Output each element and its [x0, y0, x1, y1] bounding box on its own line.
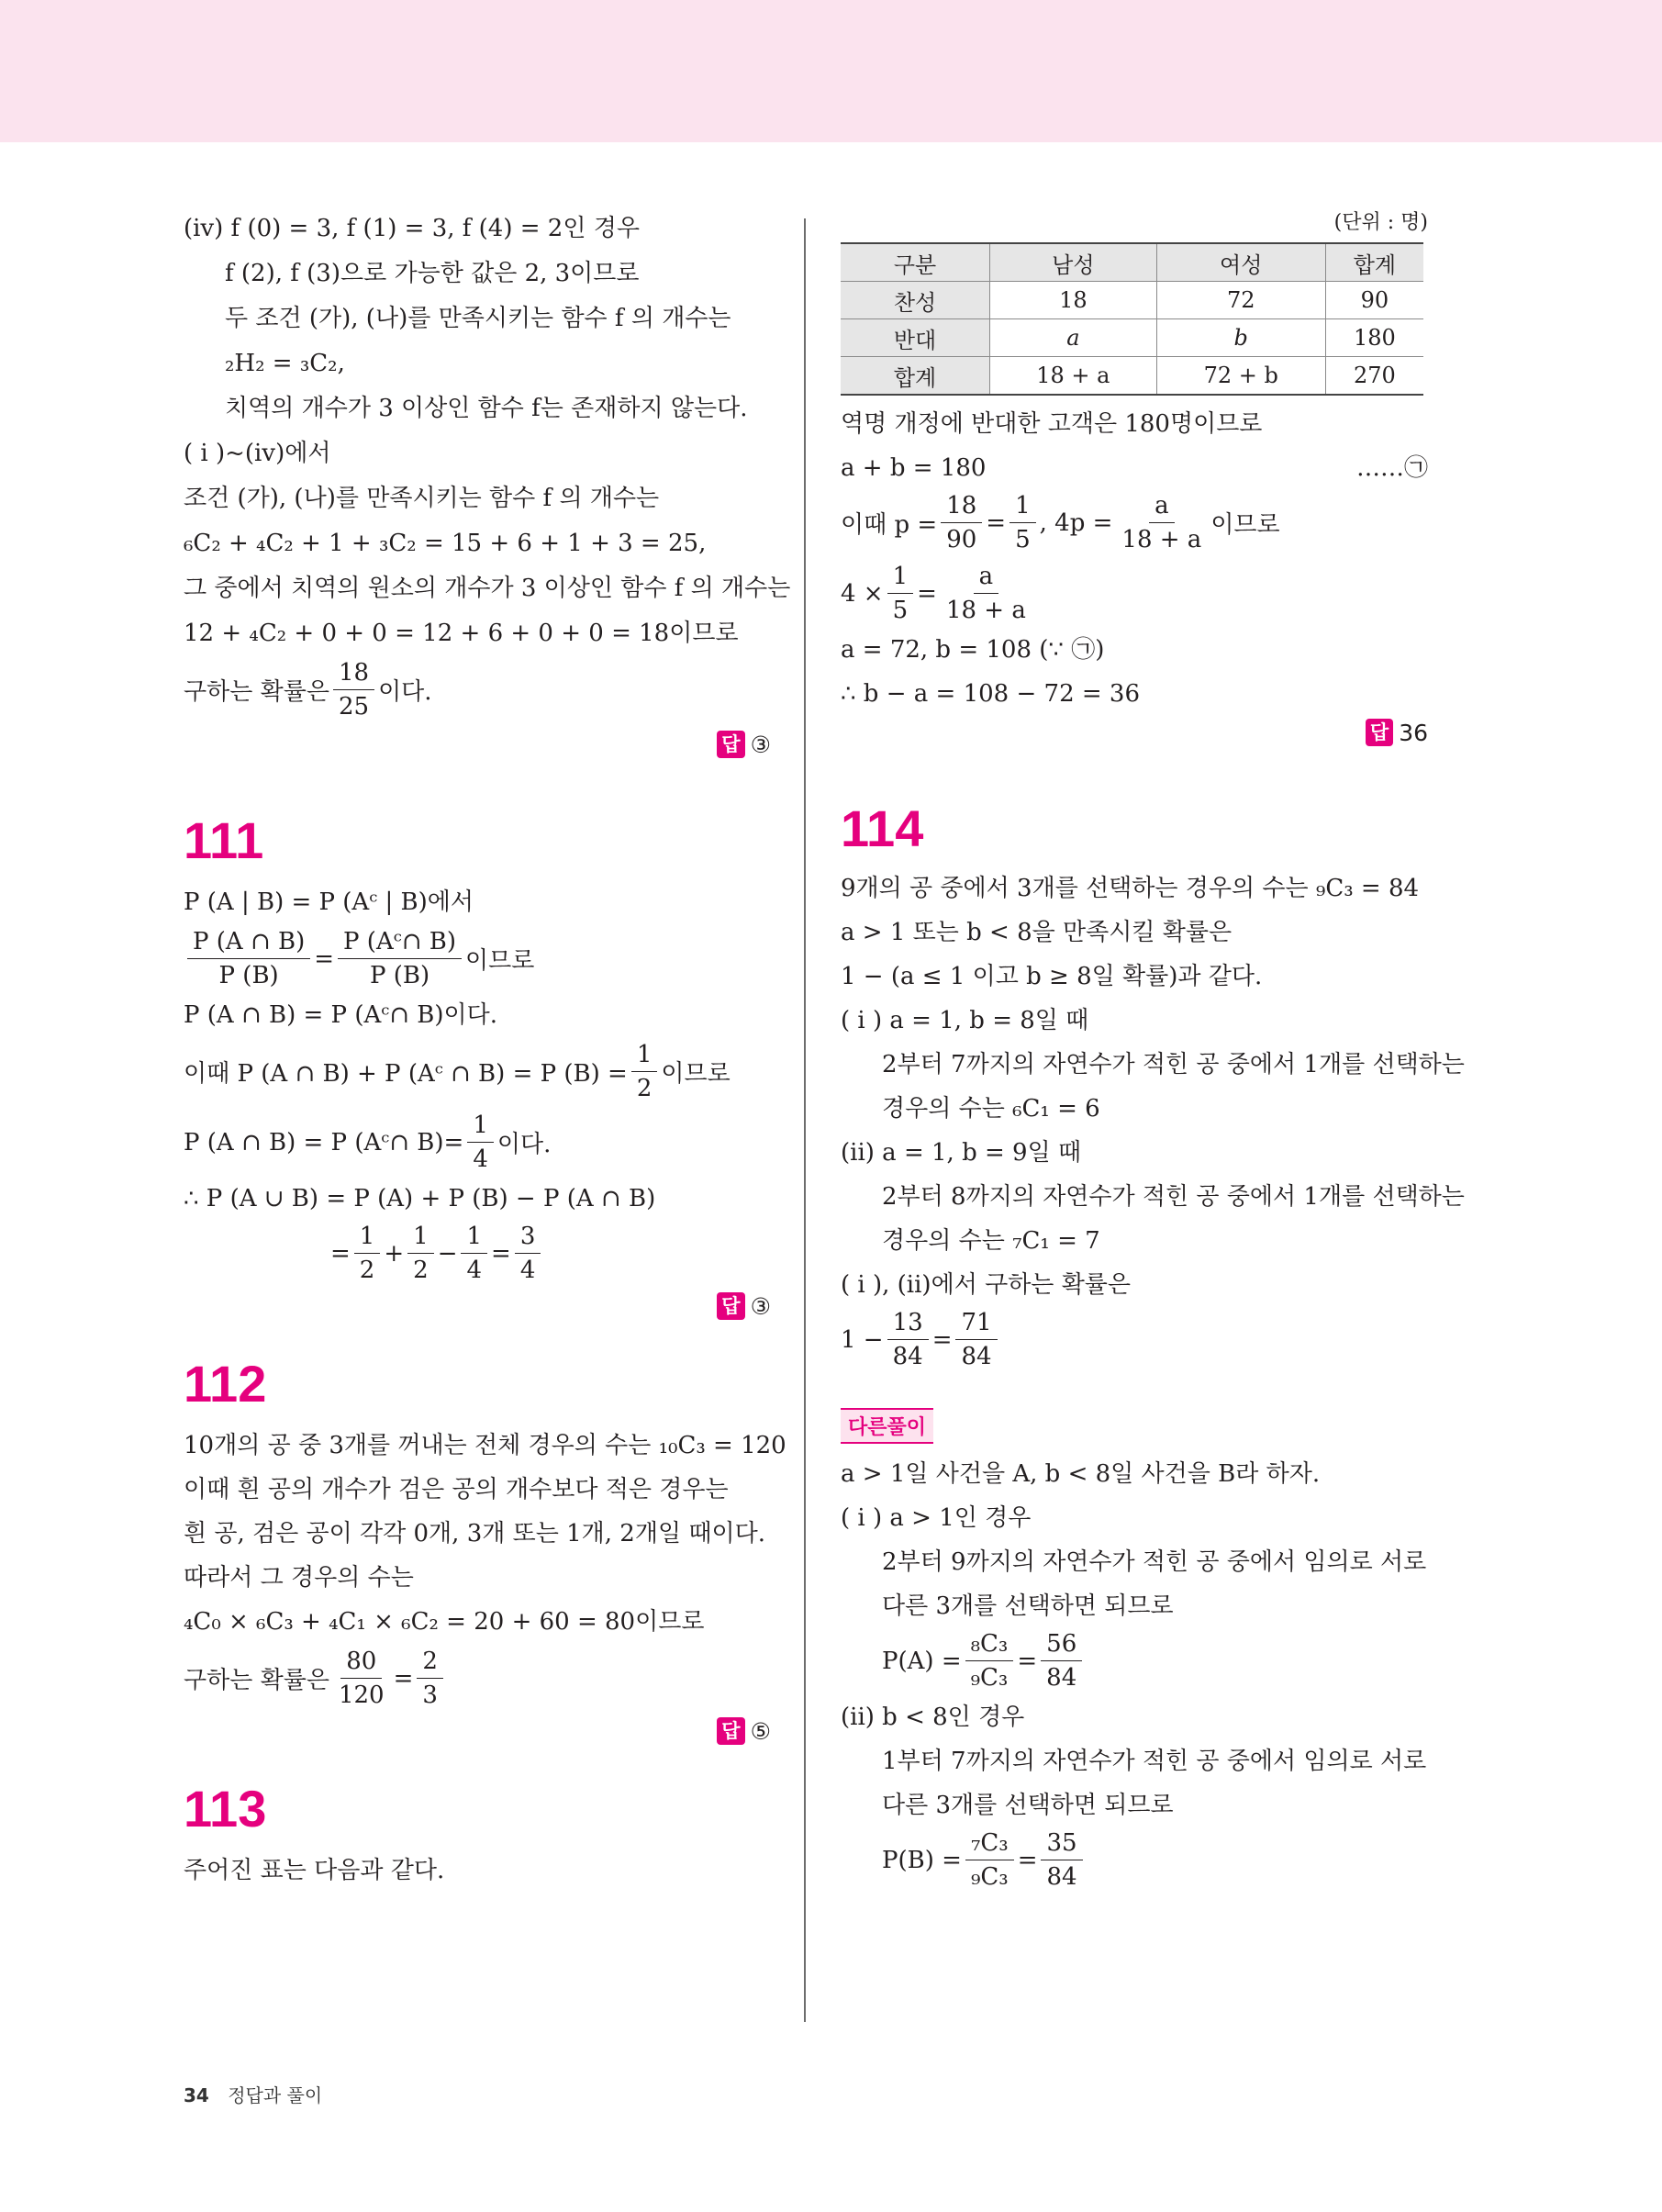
fraction	[407, 1222, 434, 1285]
fraction-denominator: 4	[519, 1257, 536, 1284]
alt-solution-label: 다른풀이	[841, 1408, 933, 1444]
fraction-denominator: P (B)	[218, 962, 279, 989]
fraction	[941, 491, 982, 554]
fraction-equation-row	[184, 1040, 771, 1103]
table-cell: 270	[1325, 357, 1423, 396]
fraction	[965, 1629, 1014, 1693]
fraction-denominator: 2	[359, 1257, 375, 1284]
problem-114	[841, 799, 1465, 1371]
table-row-label: 합계	[841, 357, 990, 396]
text-line: 따라서 그 경우의 수는	[184, 1564, 414, 1592]
fraction-denominator: 84	[1046, 1664, 1077, 1692]
fraction-denominator: 84	[892, 1343, 923, 1370]
answer-value: 36	[1399, 719, 1428, 746]
fraction-equation-row	[184, 1111, 771, 1174]
table-cell: 18 + a	[990, 357, 1157, 396]
text-line: 2부터 9까지의 자연수가 적힌 공 중에서 임의로 서로	[882, 1548, 1427, 1576]
problem-number: 111	[184, 811, 264, 869]
text-line: 다른 3개를 선택하면 되므로	[882, 1592, 1174, 1620]
table-header-cell: 여성	[1156, 243, 1325, 282]
minus-sign: −	[437, 1239, 458, 1268]
equation-line: ₆C₂ + ₄C₂ + 1 + ₃C₂ = 15 + 6 + 1 + 3 = 25,	[184, 530, 707, 557]
fraction-numerator: 1	[1009, 491, 1036, 523]
fraction-denominator: 2	[636, 1075, 653, 1102]
table-cell: a	[990, 319, 1157, 357]
text-line: f (2), f (3)으로 가능한 값은 2, 3이므로	[225, 260, 640, 287]
fraction-numerator: 18	[941, 491, 982, 523]
fraction	[887, 1308, 929, 1371]
text-line: 두 조건 (가), (나)를 만족시키는 함수 f 의 개수는	[225, 305, 731, 332]
problem-number: 113	[184, 1780, 267, 1838]
fraction-denominator: 5	[892, 597, 909, 624]
fraction-numerator: 80	[340, 1647, 382, 1679]
equation-line: ∴ b − a = 108 − 72 = 36	[841, 680, 1141, 708]
page-number: 34	[184, 2084, 209, 2106]
fraction-numerator: ₈C₃	[965, 1629, 1014, 1661]
fraction-denominator: 120	[338, 1681, 385, 1709]
text-line: 9개의 공 중에서 3개를 선택하는 경우의 수는 ₉C₃ = 84	[841, 875, 1420, 902]
fraction-numerator: P (Aᶜ∩ B)	[338, 927, 462, 959]
table-row	[841, 319, 1423, 357]
equals-sign: =	[330, 1239, 351, 1268]
fraction-numerator: 2	[417, 1647, 443, 1679]
fraction	[417, 1647, 443, 1710]
fraction-denominator: 3	[422, 1681, 438, 1709]
text-span: 4 ×	[841, 579, 884, 608]
text-line: ( i )~(ⅳ)에서	[184, 440, 331, 467]
text-line: 그 중에서 치역의 원소의 개수가 3 이상인 함수 f 의 개수는	[184, 575, 791, 602]
text-line: 흰 공, 검은 공이 각각 0개, 3개 또는 1개, 2개일 때이다.	[184, 1520, 765, 1547]
text-line: a > 1 또는 b < 8을 만족시킬 확률은	[841, 919, 1233, 946]
equation-line: P (A ∩ B) = P (Aᶜ∩ B)이다.	[184, 1001, 498, 1029]
fraction-numerator: 1	[887, 562, 914, 594]
problem-number: 112	[184, 1355, 267, 1413]
text-line: 경우의 수는 ₆C₁ = 6	[882, 1095, 1100, 1123]
equation-line: ₂H₂ = ₃C₂,	[225, 350, 345, 377]
final-probability-row	[184, 658, 771, 721]
fraction-denominator: 84	[961, 1343, 992, 1370]
fraction	[515, 1222, 541, 1285]
fraction-numerator: 71	[955, 1308, 997, 1340]
fraction	[333, 1647, 390, 1710]
text-line: 1 − (a ≤ 1 이고 b ≥ 8일 확률)과 같다.	[841, 963, 1263, 990]
table-cell: 72	[1156, 282, 1325, 319]
text-line: ( i ), (ii)에서 구하는 확률은	[841, 1271, 1132, 1299]
equation-line	[841, 452, 1428, 484]
answer-value: ⑤	[750, 1717, 771, 1745]
case-heading: (ii) a = 1, b = 9일 때	[841, 1139, 1082, 1167]
table-unit: (단위 : 명)	[1333, 211, 1428, 234]
fraction	[1009, 491, 1036, 554]
text-span: P (A ∩ B) = P (Aᶜ∩ B)=	[184, 1128, 464, 1156]
text-span: 이다.	[496, 1131, 552, 1158]
equals-sign: =	[491, 1239, 511, 1268]
alternative-solution	[841, 1408, 1428, 1892]
equals-sign: =	[917, 579, 937, 608]
answer-row	[184, 1292, 771, 1320]
text-span: , 4p =	[1039, 508, 1113, 537]
answer-value: ③	[750, 1292, 771, 1320]
text-line: 2부터 7까지의 자연수가 적힌 공 중에서 1개를 선택하는	[882, 1051, 1465, 1078]
fraction-numerator: 1	[354, 1222, 381, 1254]
table-header-cell: 남성	[990, 243, 1157, 282]
problem-112	[184, 1355, 786, 1745]
answer-badge: 답	[717, 1717, 744, 1745]
fraction-numerator: 1	[407, 1222, 434, 1254]
table-header-cell: 구분	[841, 243, 990, 282]
fraction	[965, 1828, 1014, 1892]
fraction-denominator: 2	[413, 1257, 429, 1284]
equation-tag: ……㉠	[1355, 454, 1428, 482]
text-line: 2부터 8까지의 자연수가 적힌 공 중에서 1개를 선택하는	[882, 1183, 1465, 1211]
page-footer	[184, 2081, 322, 2107]
fraction-numerator: ₇C₃	[965, 1828, 1014, 1860]
fraction-numerator: 1	[631, 1040, 658, 1072]
fraction-denominator: 84	[1046, 1863, 1077, 1891]
text-line: 경우의 수는 ₇C₁ = 7	[882, 1227, 1100, 1255]
equation-line: ₄C₀ × ₆C₃ + ₄C₁ × ₆C₂ = 20 + 60 = 80이므로	[184, 1608, 705, 1636]
text-span: 이므로	[1210, 511, 1280, 539]
fraction-numerator: a	[1149, 491, 1175, 523]
case-heading: ( i ) a > 1인 경우	[841, 1504, 1032, 1532]
left-column	[184, 209, 791, 1886]
fraction-numerator: 56	[1041, 1629, 1082, 1661]
fraction-numerator: 3	[515, 1222, 541, 1254]
problem-number: 114	[841, 799, 924, 857]
text-span: 이때 P (A ∩ B) + P (Aᶜ ∩ B) = P (B) =	[184, 1060, 628, 1088]
survey-table	[841, 242, 1423, 396]
fraction-denominator: 18 + a	[945, 597, 1026, 624]
fraction-denominator: 18 + a	[1121, 526, 1202, 553]
equation-line: ∴ P (A ∪ B) = P (A) + P (B) − P (A ∩ B)	[184, 1185, 656, 1212]
table-header-cell: 합계	[1325, 243, 1423, 282]
right-column	[841, 209, 1465, 1892]
footer-label: 정답과 풀이	[228, 2084, 323, 2106]
fraction-numerator: 1	[461, 1222, 487, 1254]
table-row	[841, 357, 1423, 396]
text-line: 1부터 7까지의 자연수가 적힌 공 중에서 임의로 서로	[882, 1748, 1427, 1775]
equals-sign: =	[986, 508, 1007, 537]
answer-badge: 답	[717, 1292, 744, 1320]
fraction-equation-row	[841, 1629, 1428, 1693]
text-span: P(B) =	[882, 1846, 962, 1874]
fraction-denominator: ₉C₃	[970, 1664, 1009, 1692]
fraction-denominator: 25	[338, 693, 370, 721]
fraction-equation-row	[841, 562, 1428, 625]
column-divider	[804, 218, 806, 2022]
text-span: 1 −	[841, 1325, 884, 1354]
equals-sign: =	[393, 1664, 414, 1693]
fraction-equation-row	[841, 1308, 1428, 1371]
fraction-equation-row	[184, 1222, 771, 1285]
fraction	[887, 562, 914, 625]
problem-113-solution	[841, 408, 1428, 746]
case-4-block	[184, 213, 771, 424]
text-span: 구하는 확률은	[184, 678, 329, 706]
equals-sign: =	[314, 944, 335, 973]
table-cell: 72 + b	[1156, 357, 1325, 396]
fraction-denominator: ₉C₃	[970, 1863, 1009, 1891]
fraction-denominator: P (B)	[369, 962, 430, 989]
text-line: 주어진 표는 다음과 같다.	[184, 1857, 445, 1884]
fraction-equation-row	[184, 927, 771, 990]
text-line: 이때 흰 공의 개수가 검은 공의 개수보다 적은 경우는	[184, 1476, 729, 1503]
answer-row	[184, 1717, 771, 1745]
text-line: 치역의 개수가 3 이상인 함수 f는 존재하지 않는다.	[225, 395, 748, 422]
fraction	[1041, 1828, 1082, 1892]
answer-row	[841, 719, 1428, 746]
fraction	[467, 1111, 494, 1174]
text-line: 다른 3개를 선택하면 되므로	[882, 1792, 1174, 1819]
equals-sign: =	[931, 1325, 953, 1354]
fraction-denominator: 4	[473, 1145, 488, 1173]
fraction-denominator: 90	[946, 526, 977, 553]
answer-value: ③	[750, 731, 771, 758]
equation-line: 12 + ₄C₂ + 0 + 0 = 12 + 6 + 0 + 0 = 18이므로	[184, 620, 739, 647]
case-heading: ( i ) a = 1, b = 8일 때	[841, 1007, 1089, 1034]
text-span: 이다.	[378, 678, 432, 706]
table-header-row	[841, 243, 1423, 282]
text-span: P(A) =	[882, 1647, 962, 1675]
fraction-numerator: 1	[467, 1111, 494, 1143]
answer-badge: 답	[717, 731, 744, 758]
fraction	[338, 927, 462, 990]
fraction	[1041, 1629, 1082, 1693]
fraction-equation-row	[184, 1647, 771, 1710]
plus-sign: +	[384, 1239, 405, 1268]
table-cell: 180	[1325, 319, 1423, 357]
table-cell: 18	[990, 282, 1157, 319]
fraction-numerator: 18	[333, 658, 374, 690]
fraction-equation-row	[841, 1828, 1428, 1892]
text-line: 역명 개정에 반대한 고객은 180명이므로	[841, 410, 1263, 438]
equation-text: a + b = 180	[841, 454, 987, 482]
equation-line: a = 72, b = 108 (∵ ㉠)	[841, 636, 1105, 664]
table-row-label: 반대	[841, 319, 990, 357]
problem-111	[184, 813, 771, 1320]
equals-sign: =	[1017, 1846, 1038, 1874]
fraction-numerator: 35	[1041, 1828, 1082, 1860]
fraction-numerator: 13	[887, 1308, 929, 1340]
top-banner	[0, 0, 1662, 142]
fraction	[333, 658, 374, 721]
fraction	[1116, 491, 1207, 554]
text-span: 구하는 확률은	[184, 1667, 329, 1694]
text-span: 이때 p =	[841, 511, 938, 539]
table-row-label: 찬성	[841, 282, 990, 319]
fraction-denominator: 5	[1015, 526, 1031, 553]
case-4-heading: (ⅳ) f (0) = 3, f (1) = 3, f (4) = 2인 경우	[184, 215, 640, 242]
equals-sign: =	[1017, 1647, 1038, 1675]
summary-block	[184, 438, 791, 721]
case-heading: (ii) b < 8인 경우	[841, 1704, 1025, 1731]
fraction-equation-row	[841, 491, 1428, 554]
text-line: 조건 (가), (나)를 만족시키는 함수 f 의 개수는	[184, 485, 660, 512]
answer-badge: 답	[1366, 719, 1393, 746]
problem-113	[184, 1782, 771, 1886]
fraction-numerator: a	[974, 562, 999, 594]
table-cell: b	[1156, 319, 1325, 357]
fraction	[955, 1308, 997, 1371]
text-span: 이므로	[465, 947, 535, 975]
fraction	[187, 927, 310, 990]
text-line: a > 1일 사건을 A, b < 8일 사건을 B라 하자.	[841, 1460, 1321, 1488]
fraction	[461, 1222, 487, 1285]
text-span: 이므로	[661, 1060, 731, 1088]
table-row	[841, 282, 1423, 319]
equation-line: P (A | B) = P (Aᶜ | B)에서	[184, 888, 474, 916]
fraction-numerator: P (A ∩ B)	[187, 927, 310, 959]
text-line: 10개의 공 중 3개를 꺼내는 전체 경우의 수는 ₁₀C₃ = 120	[184, 1432, 786, 1459]
fraction	[354, 1222, 381, 1285]
answer-row	[184, 731, 771, 758]
fraction	[941, 562, 1032, 625]
fraction	[631, 1040, 658, 1103]
table-cell: 90	[1325, 282, 1423, 319]
fraction-denominator: 4	[466, 1257, 483, 1284]
